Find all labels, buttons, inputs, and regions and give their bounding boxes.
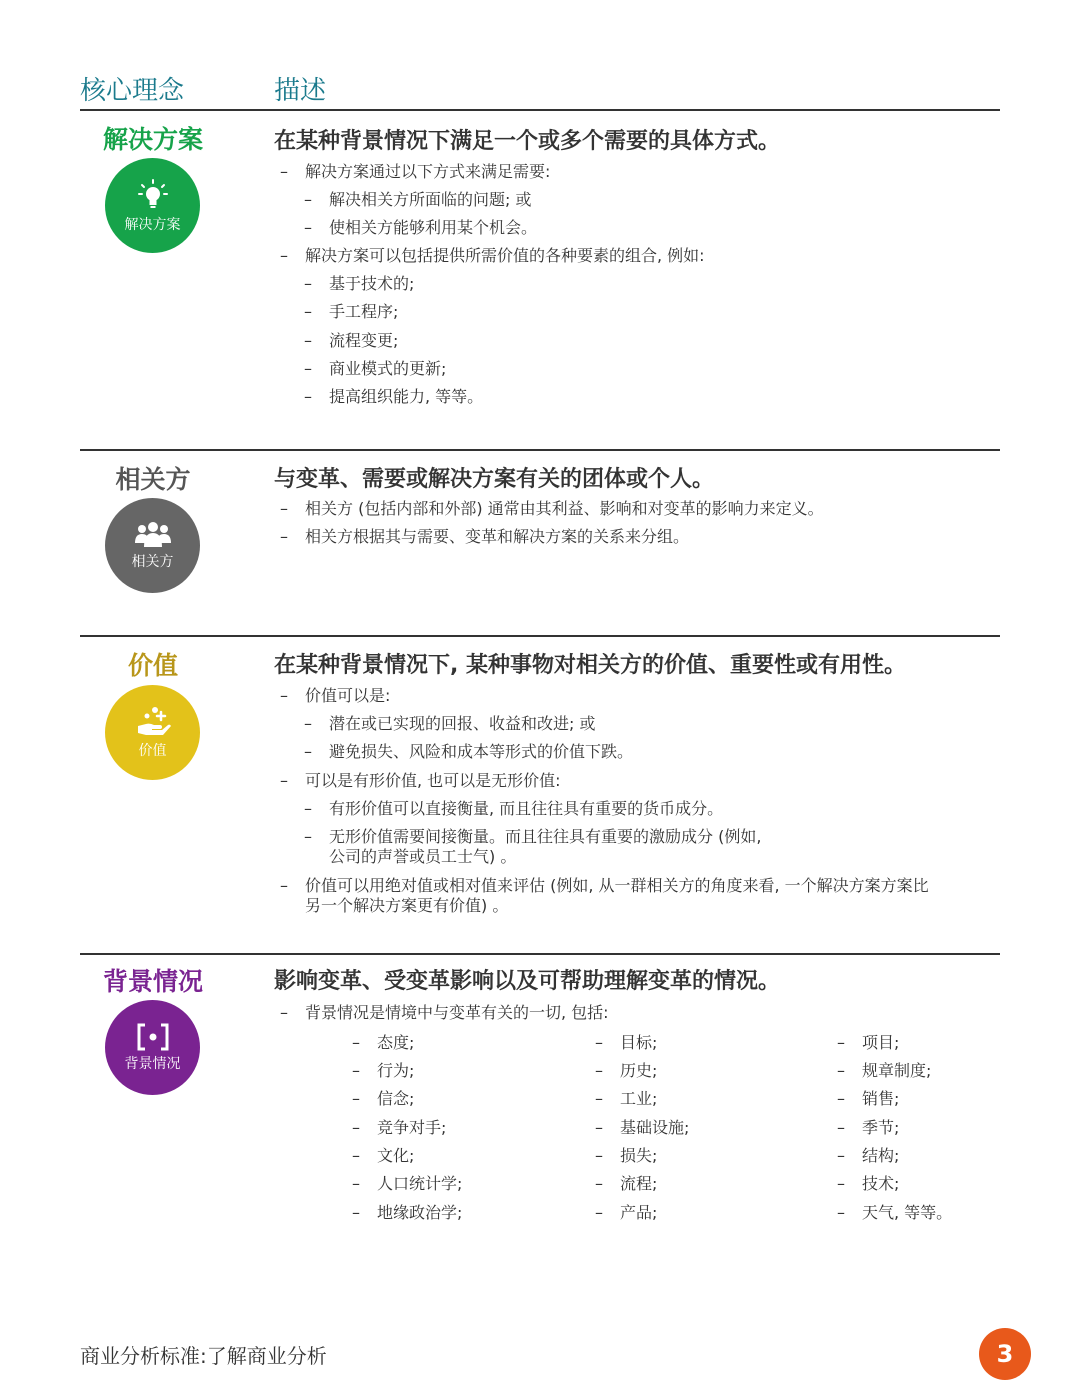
people-icon xyxy=(133,521,173,549)
bullet-dash: – xyxy=(352,1089,360,1108)
bullet-dash: – xyxy=(837,1146,845,1165)
bullet-dash: – xyxy=(595,1174,603,1193)
stakeholder-badge-caption: 相关方 xyxy=(131,553,174,570)
sub-bullet: 避免损失、风险和成本等形式的价值下跌。 xyxy=(329,742,634,761)
hand-money-icon xyxy=(134,706,172,738)
sub-bullet: 手工程序; xyxy=(329,302,399,321)
stakeholder-badge xyxy=(105,498,200,593)
list-item: 工业; xyxy=(620,1089,658,1108)
context-badge xyxy=(105,1000,200,1095)
list-item: 损失; xyxy=(620,1146,658,1165)
bullet-dash: – xyxy=(837,1174,845,1193)
divider xyxy=(80,953,1000,955)
bullet-dash: – xyxy=(595,1033,603,1052)
list-item: 地缘政治学; xyxy=(377,1203,463,1222)
divider xyxy=(80,449,1000,451)
bullet-dash: – xyxy=(304,387,312,406)
list-item: 天气, 等等。 xyxy=(862,1203,953,1222)
value-badge xyxy=(105,685,200,780)
bullet-dash: – xyxy=(280,876,288,895)
bullet-continued: 另一个解决方案更有价值) 。 xyxy=(305,896,509,915)
bullet-dash: – xyxy=(280,527,288,546)
lightbulb-icon xyxy=(136,178,170,212)
list-item: 销售; xyxy=(862,1089,900,1108)
bullet-dash: – xyxy=(304,359,312,378)
bullet: 价值可以是: xyxy=(305,686,391,705)
list-item: 竞争对手; xyxy=(377,1118,447,1137)
context-badge-caption: 背景情况 xyxy=(124,1055,181,1072)
list-item: 行为; xyxy=(377,1061,415,1080)
bullet-dash: – xyxy=(280,246,288,265)
column-header-description: 描述 xyxy=(274,76,327,106)
section-title-context: 影响变革、受变革影响以及可帮助理解变革的情况。 xyxy=(274,969,781,994)
concept-title-solution: 解决方案 xyxy=(102,125,203,154)
bullet-dash: – xyxy=(280,771,288,790)
bullet: 相关方根据其与需要、变革和解决方案的关系来分组。 xyxy=(305,527,690,546)
list-item: 态度; xyxy=(377,1033,415,1052)
concept-title-context: 背景情况 xyxy=(102,967,203,996)
focus-bracket-icon xyxy=(136,1023,170,1051)
section-title-solution: 在某种背景情况下满足一个或多个需要的具体方式。 xyxy=(274,129,781,154)
bullet-dash: – xyxy=(352,1146,360,1165)
list-item: 信念; xyxy=(377,1089,415,1108)
bullet-dash: – xyxy=(280,1003,288,1022)
list-item: 流程; xyxy=(620,1174,658,1193)
bullet-dash: – xyxy=(595,1118,603,1137)
divider xyxy=(80,109,1000,111)
sub-bullet: 提高组织能力, 等等。 xyxy=(329,387,484,406)
sub-bullet: 有形价值可以直接衡量, 而且往往具有重要的货币成分。 xyxy=(329,799,724,818)
bullet-dash: – xyxy=(304,827,312,846)
bullet-dash: – xyxy=(837,1033,845,1052)
list-item: 项目; xyxy=(862,1033,900,1052)
bullet-dash: – xyxy=(352,1061,360,1080)
sub-bullet: 潜在或已实现的回报、收益和改进; 或 xyxy=(329,714,596,733)
list-item: 季节; xyxy=(862,1118,900,1137)
bullet-dash: – xyxy=(304,302,312,321)
column-header-concept: 核心理念 xyxy=(80,76,185,106)
bullet-dash: – xyxy=(304,190,312,209)
concept-title-value: 价值 xyxy=(127,651,178,680)
bullet-dash: – xyxy=(837,1089,845,1108)
list-item: 结构; xyxy=(862,1146,900,1165)
bullet-dash: – xyxy=(304,714,312,733)
bullet-dash: – xyxy=(280,162,288,181)
bullet: 可以是有形价值, 也可以是无形价值: xyxy=(305,771,561,790)
sub-bullet: 基于技术的; xyxy=(329,274,415,293)
sub-bullet: 解决相关方所面临的问题; 或 xyxy=(329,190,532,209)
bullet-dash: – xyxy=(352,1174,360,1193)
bullet-dash: – xyxy=(352,1033,360,1052)
list-item: 技术; xyxy=(862,1174,900,1193)
bullet: 解决方案可以包括提供所需价值的各种要素的组合, 例如: xyxy=(305,246,705,265)
solution-badge-caption: 解决方案 xyxy=(124,216,181,233)
value-badge-caption: 价值 xyxy=(138,742,167,759)
bullet: 解决方案通过以下方式来满足需要: xyxy=(305,162,551,181)
bullet: 价值可以用绝对值或相对值来评估 (例如, 从一群相关方的角度来看, 一个解决方案方案比 xyxy=(305,876,929,895)
bullet-dash: – xyxy=(595,1089,603,1108)
bullet-dash: – xyxy=(352,1203,360,1222)
bullet: 相关方 (包括内部和外部) 通常由其利益、影响和对变革的影响力来定义。 xyxy=(305,499,824,518)
bullet-dash: – xyxy=(352,1118,360,1137)
bullet-dash: – xyxy=(304,274,312,293)
bullet-dash: – xyxy=(304,742,312,761)
bullet-dash: – xyxy=(304,218,312,237)
list-item: 规章制度; xyxy=(862,1061,932,1080)
sub-bullet: 使相关方能够利用某个机会。 xyxy=(329,218,538,237)
page-number: 3 xyxy=(979,1328,1031,1380)
concept-title-stakeholder: 相关方 xyxy=(115,465,191,494)
solution-badge xyxy=(105,158,200,253)
list-item: 产品; xyxy=(620,1203,658,1222)
list-item: 历史; xyxy=(620,1061,658,1080)
bullet-dash: – xyxy=(280,686,288,705)
bullet-dash: – xyxy=(837,1061,845,1080)
sub-bullet: 流程变更; xyxy=(329,331,399,350)
section-title-value: 在某种背景情况下, 某种事物对相关方的价值、重要性或有用性。 xyxy=(274,653,907,678)
bullet-dash: – xyxy=(304,331,312,350)
sub-bullet: 商业模式的更新; xyxy=(329,359,447,378)
list-item: 人口统计学; xyxy=(377,1174,463,1193)
bullet-dash: – xyxy=(595,1203,603,1222)
list-item: 目标; xyxy=(620,1033,658,1052)
list-item: 文化; xyxy=(377,1146,415,1165)
bullet: 背景情况是情境中与变革有关的一切, 包括: xyxy=(305,1003,609,1022)
footer-title: 商业分析标准:了解商业分析 xyxy=(80,1344,327,1368)
bullet-dash: – xyxy=(837,1118,845,1137)
bullet-dash: – xyxy=(280,499,288,518)
list-item: 基础设施; xyxy=(620,1118,690,1137)
sub-bullet: 无形价值需要间接衡量。而且往往具有重要的激励成分 (例如, xyxy=(329,827,762,846)
bullet-dash: – xyxy=(595,1061,603,1080)
bullet-dash: – xyxy=(595,1146,603,1165)
divider xyxy=(80,635,1000,637)
bullet-dash: – xyxy=(837,1203,845,1222)
section-title-stakeholder: 与变革、需要或解决方案有关的团体或个人。 xyxy=(274,467,715,492)
bullet-dash: – xyxy=(304,799,312,818)
sub-bullet-continued: 公司的声誉或员工士气) 。 xyxy=(329,847,517,866)
